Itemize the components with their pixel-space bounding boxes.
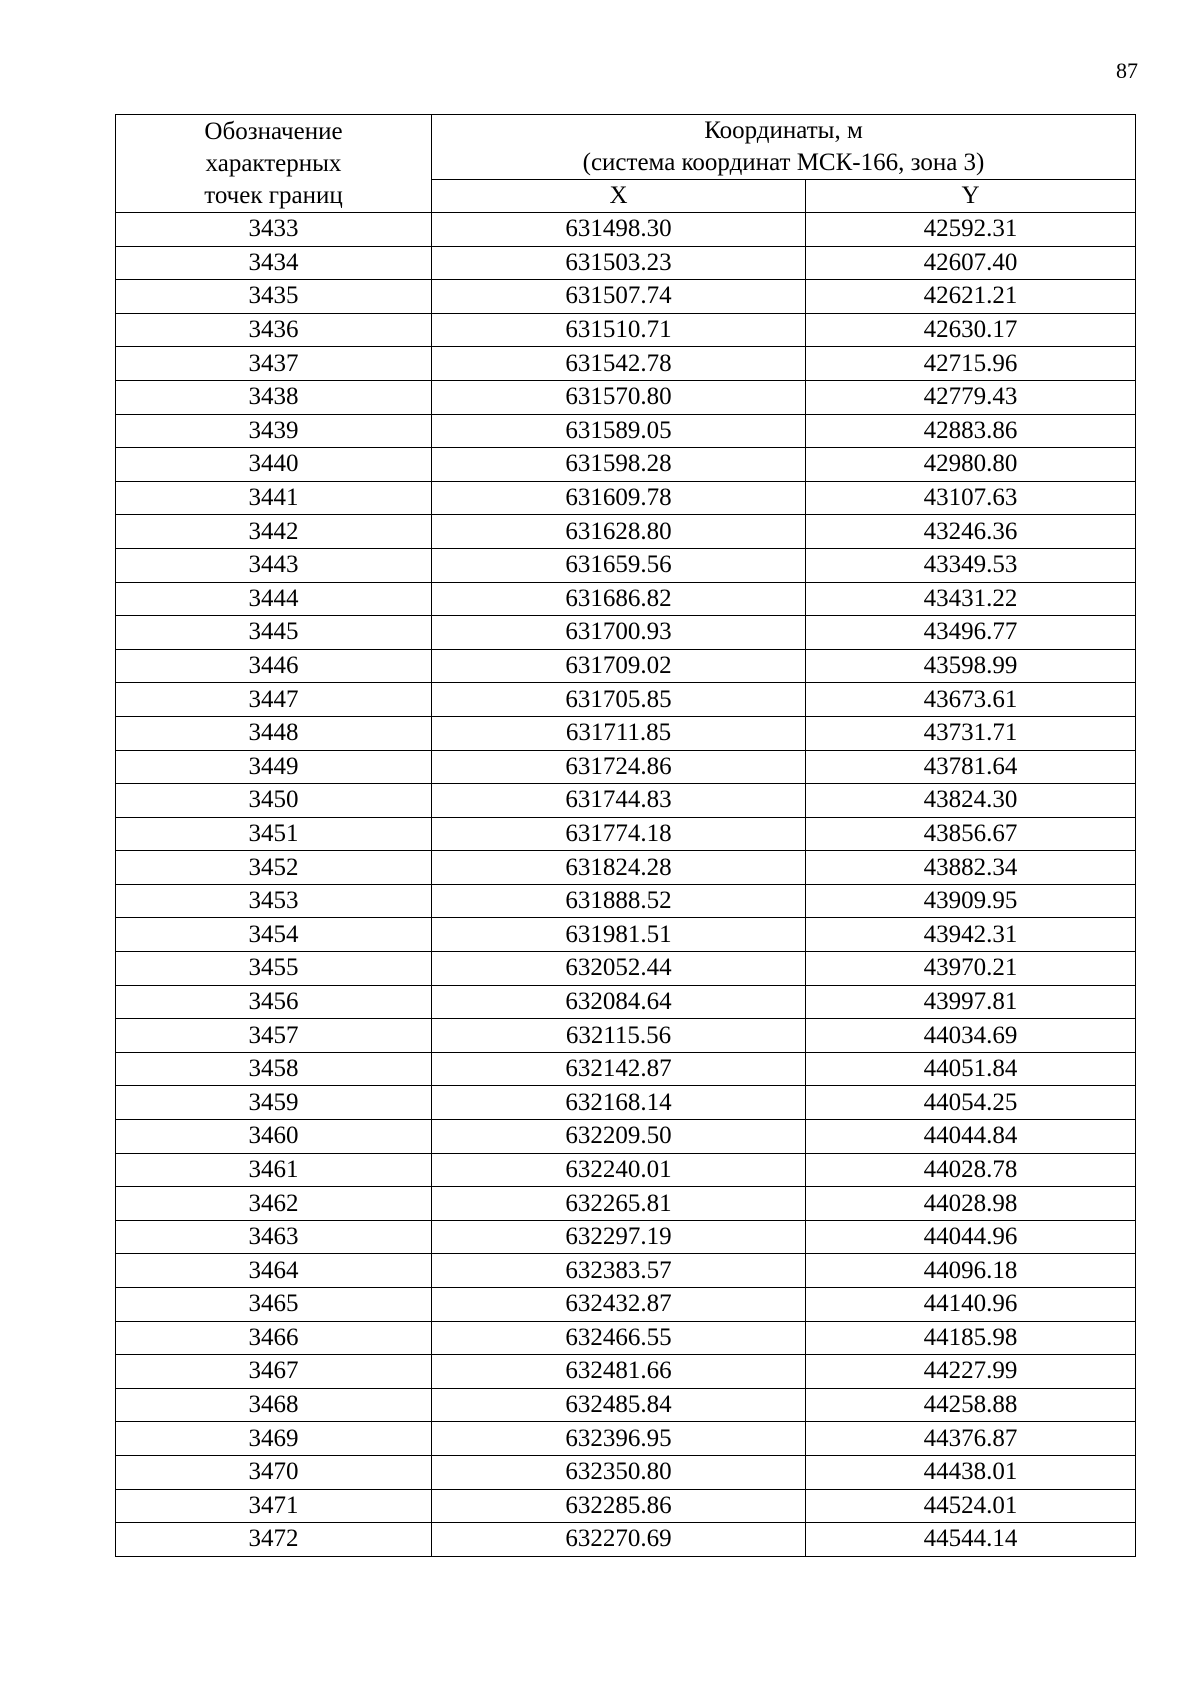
y-coordinate-cell: 43598.99	[806, 649, 1136, 683]
y-coordinate-cell: 42630.17	[806, 313, 1136, 347]
point-id-cell: 3466	[116, 1321, 432, 1355]
x-coordinate-cell: 632481.66	[432, 1355, 806, 1389]
y-coordinate-cell: 43997.81	[806, 985, 1136, 1019]
point-id-cell: 3461	[116, 1153, 432, 1187]
x-coordinate-cell: 631609.78	[432, 481, 806, 515]
point-id-cell: 3464	[116, 1254, 432, 1288]
point-id-cell: 3447	[116, 683, 432, 717]
y-coordinate-cell: 44051.84	[806, 1052, 1136, 1086]
table-row	[116, 280, 1136, 314]
table-row	[116, 414, 1136, 448]
table-row	[116, 380, 1136, 414]
y-coordinate-cell: 44028.98	[806, 1187, 1136, 1221]
point-id-cell: 3453	[116, 884, 432, 918]
x-coordinate-cell: 631711.85	[432, 716, 806, 750]
table-row	[116, 548, 1136, 582]
x-coordinate-cell: 631589.05	[432, 414, 806, 448]
point-id-cell: 3448	[116, 716, 432, 750]
table-row	[116, 1187, 1136, 1221]
x-coordinate-cell: 631598.28	[432, 448, 806, 482]
point-header-line: характерных	[205, 149, 342, 177]
x-coordinate-cell: 632270.69	[432, 1523, 806, 1557]
x-coordinate-cell: 632432.87	[432, 1288, 806, 1322]
x-coordinate-cell: 632396.95	[432, 1422, 806, 1456]
y-coordinate-cell: 44054.25	[806, 1086, 1136, 1120]
point-id-cell: 3458	[116, 1052, 432, 1086]
x-coordinate-cell: 631503.23	[432, 246, 806, 280]
x-coordinate-cell: 631744.83	[432, 784, 806, 818]
coordinates-header-line: (система координат МСК-166, зона 3)	[582, 149, 985, 176]
table-row	[116, 750, 1136, 784]
y-coordinate-cell: 44096.18	[806, 1254, 1136, 1288]
point-id-cell: 3462	[116, 1187, 432, 1221]
x-coordinate-cell: 632285.86	[432, 1489, 806, 1523]
point-id-cell: 3449	[116, 750, 432, 784]
table-row	[116, 1321, 1136, 1355]
table-row	[116, 1086, 1136, 1120]
y-coordinate-cell: 43856.67	[806, 817, 1136, 851]
y-column-header: Y	[806, 180, 1136, 213]
table-row	[116, 1254, 1136, 1288]
table-row	[116, 1019, 1136, 1053]
table-row	[116, 1288, 1136, 1322]
table-row	[116, 1489, 1136, 1523]
table-row	[116, 1355, 1136, 1389]
table-row	[116, 347, 1136, 381]
x-coordinate-cell: 632240.01	[432, 1153, 806, 1187]
table-row	[116, 1220, 1136, 1254]
y-coordinate-cell: 44438.01	[806, 1455, 1136, 1489]
point-id-cell: 3443	[116, 548, 432, 582]
y-coordinate-cell: 44028.78	[806, 1153, 1136, 1187]
x-coordinate-cell: 631888.52	[432, 884, 806, 918]
point-id-cell: 3455	[116, 952, 432, 986]
point-id-cell: 3433	[116, 213, 432, 247]
table-row	[116, 985, 1136, 1019]
table-row	[116, 1153, 1136, 1187]
table-row	[116, 313, 1136, 347]
x-coordinate-cell: 631510.71	[432, 313, 806, 347]
y-coordinate-cell: 43781.64	[806, 750, 1136, 784]
table-row	[116, 515, 1136, 549]
y-coordinate-cell: 43496.77	[806, 616, 1136, 650]
y-coordinate-cell: 42592.31	[806, 213, 1136, 247]
point-id-cell: 3442	[116, 515, 432, 549]
x-coordinate-cell: 631824.28	[432, 851, 806, 885]
point-id-cell: 3444	[116, 582, 432, 616]
point-header-line: Обозначение	[204, 117, 343, 145]
x-coordinate-cell: 632084.64	[432, 985, 806, 1019]
x-coordinate-cell: 631774.18	[432, 817, 806, 851]
point-id-cell: 3439	[116, 414, 432, 448]
table-row	[116, 481, 1136, 515]
table-row	[116, 616, 1136, 650]
x-coordinate-cell: 632209.50	[432, 1120, 806, 1154]
y-coordinate-cell: 44227.99	[806, 1355, 1136, 1389]
point-id-cell: 3441	[116, 481, 432, 515]
table-row	[116, 1455, 1136, 1489]
y-coordinate-cell: 43970.21	[806, 952, 1136, 986]
x-coordinate-cell: 632115.56	[432, 1019, 806, 1053]
x-coordinate-cell: 632168.14	[432, 1086, 806, 1120]
point-id-cell: 3472	[116, 1523, 432, 1557]
table-row	[116, 246, 1136, 280]
table-header	[116, 115, 1136, 213]
point-id-cell: 3445	[116, 616, 432, 650]
x-coordinate-cell: 632485.84	[432, 1388, 806, 1422]
y-coordinate-cell: 42621.21	[806, 280, 1136, 314]
point-id-cell: 3451	[116, 817, 432, 851]
point-id-cell: 3438	[116, 380, 432, 414]
y-coordinate-cell: 44524.01	[806, 1489, 1136, 1523]
point-id-cell: 3460	[116, 1120, 432, 1154]
table-row	[116, 1422, 1136, 1456]
x-coordinate-cell: 631542.78	[432, 347, 806, 381]
y-coordinate-cell: 43882.34	[806, 851, 1136, 885]
coordinates-header	[432, 115, 1136, 180]
x-coordinate-cell: 631686.82	[432, 582, 806, 616]
x-coordinate-cell: 631570.80	[432, 380, 806, 414]
point-id-cell: 3456	[116, 985, 432, 1019]
point-id-cell: 3440	[116, 448, 432, 482]
x-coordinate-cell: 631628.80	[432, 515, 806, 549]
table-row	[116, 716, 1136, 750]
point-id-cell: 3465	[116, 1288, 432, 1322]
x-coordinate-cell: 631659.56	[432, 548, 806, 582]
table-row	[116, 1388, 1136, 1422]
x-coordinate-cell: 631724.86	[432, 750, 806, 784]
y-coordinate-cell: 42715.96	[806, 347, 1136, 381]
point-id-cell: 3470	[116, 1455, 432, 1489]
x-coordinate-cell: 631705.85	[432, 683, 806, 717]
point-id-cell: 3434	[116, 246, 432, 280]
y-coordinate-cell: 43107.63	[806, 481, 1136, 515]
y-coordinate-cell: 42779.43	[806, 380, 1136, 414]
point-id-cell: 3463	[116, 1220, 432, 1254]
table-row	[116, 784, 1136, 818]
y-coordinate-cell: 43942.31	[806, 918, 1136, 952]
x-coordinate-cell: 632383.57	[432, 1254, 806, 1288]
x-coordinate-cell: 631498.30	[432, 213, 806, 247]
coordinates-header-line: Координаты, м	[704, 117, 863, 144]
x-coordinate-cell: 632350.80	[432, 1455, 806, 1489]
y-coordinate-cell: 43673.61	[806, 683, 1136, 717]
y-coordinate-cell: 44044.84	[806, 1120, 1136, 1154]
y-coordinate-cell: 42607.40	[806, 246, 1136, 280]
point-id-cell: 3469	[116, 1422, 432, 1456]
x-coordinate-cell: 632466.55	[432, 1321, 806, 1355]
y-coordinate-cell: 44258.88	[806, 1388, 1136, 1422]
y-coordinate-cell: 43731.71	[806, 716, 1136, 750]
point-id-cell: 3468	[116, 1388, 432, 1422]
table-row	[116, 1052, 1136, 1086]
table-row	[116, 649, 1136, 683]
table-row	[116, 1120, 1136, 1154]
point-id-cell: 3452	[116, 851, 432, 885]
y-coordinate-cell: 43824.30	[806, 784, 1136, 818]
point-id-cell: 3435	[116, 280, 432, 314]
x-coordinate-cell: 632142.87	[432, 1052, 806, 1086]
point-id-cell: 3459	[116, 1086, 432, 1120]
table-row	[116, 448, 1136, 482]
x-coordinate-cell: 631709.02	[432, 649, 806, 683]
x-coordinate-cell: 631700.93	[432, 616, 806, 650]
table-row	[116, 1523, 1136, 1557]
x-coordinate-cell: 632297.19	[432, 1220, 806, 1254]
y-coordinate-cell: 42980.80	[806, 448, 1136, 482]
point-id-cell: 3467	[116, 1355, 432, 1389]
point-id-cell: 3450	[116, 784, 432, 818]
y-coordinate-cell: 44185.98	[806, 1321, 1136, 1355]
point-id-cell: 3454	[116, 918, 432, 952]
point-id-cell: 3446	[116, 649, 432, 683]
y-coordinate-cell: 44544.14	[806, 1523, 1136, 1557]
y-coordinate-cell: 44034.69	[806, 1019, 1136, 1053]
point-header-line: точек границ	[204, 181, 343, 209]
y-coordinate-cell: 42883.86	[806, 414, 1136, 448]
x-coordinate-cell: 632052.44	[432, 952, 806, 986]
table-row	[116, 851, 1136, 885]
y-coordinate-cell: 43431.22	[806, 582, 1136, 616]
x-column-header: X	[432, 180, 806, 213]
table-row	[116, 918, 1136, 952]
point-id-cell: 3436	[116, 313, 432, 347]
x-coordinate-cell: 631507.74	[432, 280, 806, 314]
point-id-cell: 3457	[116, 1019, 432, 1053]
table-row	[116, 884, 1136, 918]
coordinates-table	[115, 114, 1136, 1557]
y-coordinate-cell: 44376.87	[806, 1422, 1136, 1456]
y-coordinate-cell: 44044.96	[806, 1220, 1136, 1254]
y-coordinate-cell: 43909.95	[806, 884, 1136, 918]
table-row	[116, 582, 1136, 616]
point-id-cell: 3471	[116, 1489, 432, 1523]
point-id-cell: 3437	[116, 347, 432, 381]
table-row	[116, 213, 1136, 247]
page-number: 87	[1116, 58, 1138, 83]
table-row	[116, 952, 1136, 986]
point-designation-header	[116, 115, 432, 213]
y-coordinate-cell: 43349.53	[806, 548, 1136, 582]
table-body	[116, 213, 1136, 1557]
x-coordinate-cell: 632265.81	[432, 1187, 806, 1221]
table-row	[116, 817, 1136, 851]
table-row	[116, 683, 1136, 717]
y-coordinate-cell: 43246.36	[806, 515, 1136, 549]
y-coordinate-cell: 44140.96	[806, 1288, 1136, 1322]
x-coordinate-cell: 631981.51	[432, 918, 806, 952]
